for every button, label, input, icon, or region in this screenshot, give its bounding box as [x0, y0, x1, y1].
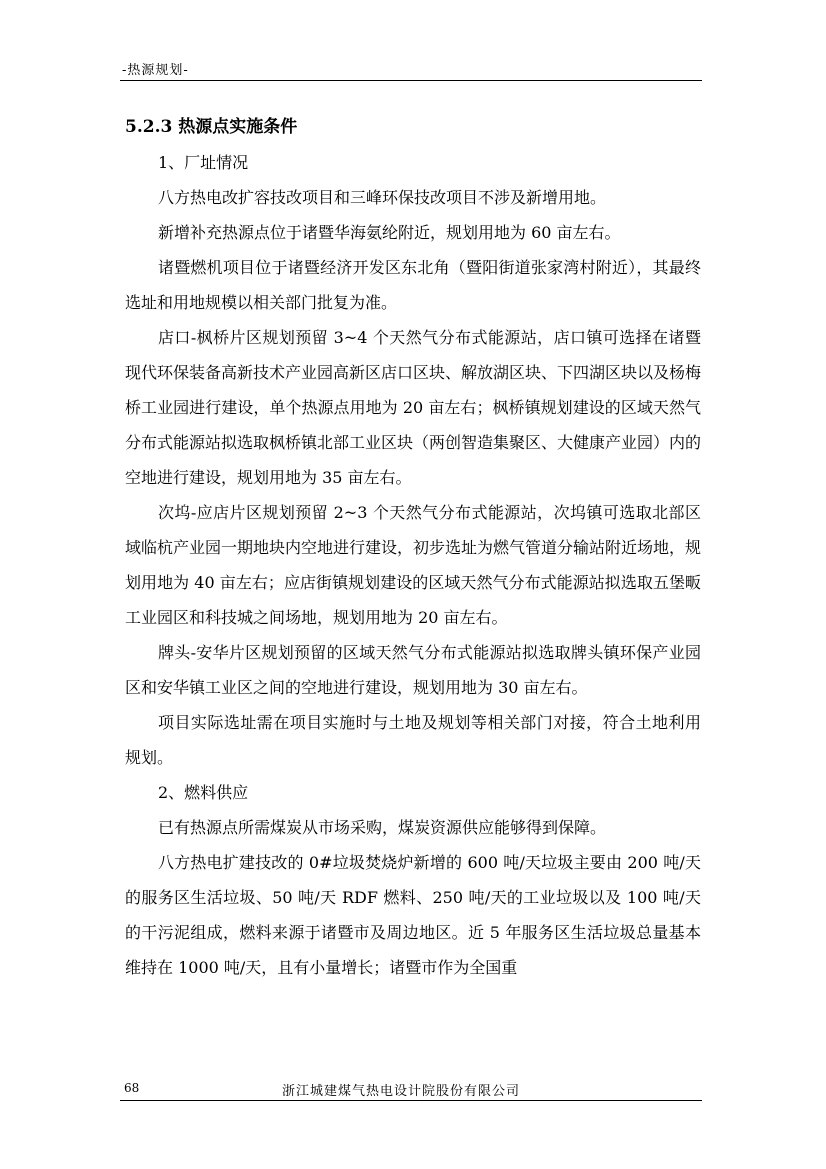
- page-body: [125, 109, 701, 985]
- paragraph: 八方热电改扩容技改项目和三峰环保技改项目不涉及新增用地。: [158, 188, 607, 207]
- paragraph: 牌头-安华片区规划预留的区域天然气分布式能源站拟选取牌头镇环保产业园区和安华镇工业区之间的空地进行建设，规划用地为 30 亩左右。: [125, 643, 701, 697]
- paragraph: 诸暨燃机项目位于诸暨经济开发区东北角（暨阳街道张家湾村附近），其最终选址和用地规模以相关部门批复为准。: [125, 258, 701, 312]
- footer-company: 浙江城建煤气热电设计院股份有限公司: [282, 1084, 521, 1099]
- paragraph: 八方热电扩建技改的 0#垃圾焚烧炉新增的 600 吨/天垃圾主要由 200 吨/天的服务区生活垃圾、50 吨/天 RDF 燃料、250 吨/天的工业垃圾以及 100 吨/天的干污泥组成，燃料来源于诸暨市及周边地区。近 5 年服务区生活垃圾总量基本维持在 1000 吨/天，且有小量增长；诸暨市作为全国重: [125, 853, 701, 977]
- footer-divider: [120, 1100, 702, 1101]
- subheading-fuel: 2、燃料供应: [158, 783, 249, 802]
- paragraph: 已有热源点所需煤炭从市场采购，煤炭资源供应能够得到保障。: [158, 818, 607, 837]
- header-divider: [120, 80, 702, 81]
- page-number: 68: [124, 1081, 140, 1095]
- paragraph: 项目实际选址需在项目实施时与土地及规划等相关部门对接，符合土地利用规划。: [125, 713, 701, 767]
- section-heading: 5.2.3 热源点实施条件: [125, 117, 298, 137]
- subheading-site: 1、厂址情况: [158, 153, 249, 172]
- paragraph: 店口-枫桥片区规划预留 3~4 个天然气分布式能源站，店口镇可选择在诸暨现代环保装备高新技术产业园高新区店口区块、解放湖区块、下四湖区块以及杨梅桥工业园进行建设，单个热源点用地为 20 亩左右；枫桥镇规划建设的区域天然气分布式能源站拟选取枫桥镇北部工业区块（两创智造集聚区、大健康产业园）内的空地进行建设，规划用地为 35 亩左右。: [125, 328, 702, 487]
- paragraph: 次坞-应店片区规划预留 2~3 个天然气分布式能源站，次坞镇可选取北部区域临杭产业园一期地块内空地进行建设，初步选址为燃气管道分输站附近场地，规划用地为 40 亩左右；应店街镇规划建设的区域天然气分布式能源站拟选取五堡畈工业园区和科技城之间场地，规划用地为 20 亩左右。: [125, 503, 702, 627]
- paragraph: 新增补充热源点位于诸暨华海氨纶附近，规划用地为 60 亩左右。: [158, 223, 621, 242]
- header-title: -热源规划-: [122, 63, 189, 78]
